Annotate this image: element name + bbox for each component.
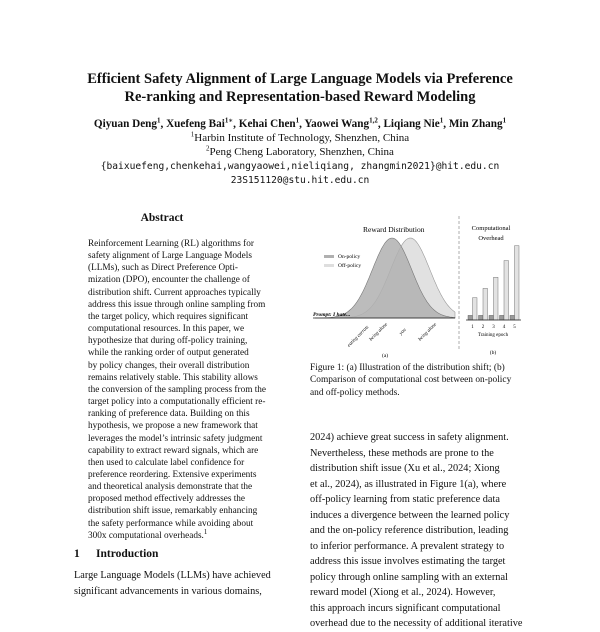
title-line-1: Efficient Safety Alignment of Large Language Models via Preference — [87, 71, 513, 87]
bar-group — [468, 246, 519, 320]
figure-panel-a — [313, 225, 455, 359]
panel-b-title: Computational — [471, 225, 511, 232]
bar-on-policy-epoch-1 — [473, 298, 478, 320]
author-email-2: 23S151120@stu.hit.edu.cn — [230, 175, 370, 186]
author: Kehai Chen$^1$ — [238, 116, 300, 130]
footnote-mark[interactable]: 1 — [203, 527, 208, 536]
panel-b-label: (b) — [489, 350, 497, 356]
x-tick-label: 3 — [492, 325, 495, 330]
response-label: being alone — [368, 322, 390, 343]
author: Qiyuan Deng$^1$ — [93, 116, 161, 130]
bar-off-policy-epoch-5 — [510, 315, 515, 320]
figure-1-caption: Figure 1: (a) Illustration of the distribution shift; (b) Comparison of computational cost between on-policy and off-policy methods. — [310, 363, 512, 398]
section-heading-introduction: 1 Introduction — [74, 548, 159, 560]
legend-swatch-on-policy — [324, 255, 334, 258]
legend-on-policy: On-policy — [338, 254, 361, 260]
prompt-label: Prompt: I hate... — [313, 312, 351, 318]
x-tick-label: 1 — [471, 325, 474, 330]
x-tick-label: 2 — [481, 325, 485, 330]
author: Yaowei Wang$^{1,2}$ — [304, 116, 378, 130]
author-list: Qiyuan Deng$^1$, Xuefeng Bai$^{1∗}$, Kehai Chen$^1$, Yaowei Wang$^{1,2}$, Liqiang Nie$^1$, Min Zhang$^1$ — [93, 116, 507, 130]
x-tick-label: 5 — [513, 325, 516, 330]
panel-b-xlabel: Training epoch — [477, 333, 509, 338]
bar-on-policy-epoch-3 — [494, 277, 499, 320]
figure-1 — [305, 210, 535, 360]
bar-off-policy-epoch-1 — [468, 315, 473, 320]
bar-on-policy-epoch-4 — [504, 261, 509, 320]
bar-off-policy-epoch-3 — [489, 315, 494, 320]
author-emails: {baixuefeng,chenkehai,wangyaowei,nieliqiang, zhangmin2021}@hit.edu.cn — [100, 161, 500, 172]
affiliation-2: $^2$Peng Cheng Laboratory, Shenzhen, China — [206, 144, 394, 158]
panel-a-title: Reward Distribution — [363, 225, 425, 234]
author: Min Zhang$^1$ — [448, 116, 507, 130]
legend-swatch-off-policy — [324, 264, 334, 267]
bar-on-policy-epoch-5 — [515, 246, 520, 320]
x-tick-label: 4 — [502, 325, 506, 330]
bar-off-policy-epoch-2 — [479, 315, 484, 320]
abstract-heading: Abstract — [140, 212, 184, 224]
response-label: you — [398, 327, 408, 337]
introduction-text: Large Language Models (LLMs) have achieved significant advancements in various domains, — [74, 570, 271, 597]
figure-panel-b — [466, 225, 521, 356]
tick-group — [471, 325, 516, 330]
author: Xuefeng Bai$^{1∗}$ — [166, 116, 234, 130]
bar-off-policy-epoch-4 — [500, 315, 505, 320]
response-label: being alone — [417, 322, 439, 343]
author: Liqiang Nie$^1$ — [383, 116, 444, 130]
bar-on-policy-epoch-2 — [483, 288, 488, 320]
panel-a-label: (a) — [382, 353, 389, 359]
legend-off-policy: Off-policy — [338, 263, 362, 269]
affiliation-1: $^1$Harbin Institute of Technology, Shenzhen, China — [190, 130, 410, 144]
response-label: eating carrots — [346, 325, 371, 349]
panel-b-title: Overhead — [478, 235, 504, 242]
paper-title — [0, 70, 600, 106]
abstract-body: Reinforcement Learning (RL) algorithms for safety alignment of Large Language Models (LLMs), such as Direct Preference Opti- mization (DPO), encounter the challenge of distribution shift. Current approaches typically address this issue through online sampling from the target policy, which requires significant computational resources. In this paper, we hypothesize that during off-policy training, while the ranking order of output generated by policy changes, their overall distribution remains relatively stable. This stability allows the conversion of the sampling process from the target policy into a computationally efficient re- ranking of preference data. Building on this hypothesis, we propose a new framework that leverages the model’s intrinsic safety judgment capability to extract reward signals, which are then used to calculate label confidence for preference reordering. Extensive experiments and theoretical analysis demonstrate that the proposed method effectively addresses the distribution shift issue, remarkably enhancing the safety performance while avoiding about 300x computational overheads.$^1$ — [88, 239, 267, 541]
title-line-2: Re-ranking and Representation-based Reward Modeling — [124, 89, 476, 105]
body-text-right: 2024) achieve great success in safety alignment. Nevertheless, these methods are prone to the distribution shift issue (Xu et al., 2024; Xiong et al., 2024), as illustrated in Figure 1(a), where off-policy learning from static preference data induces a divergence between the learned policy and the on-policy reference distribution, leading to inferior performance. A prevalent strategy to address this issue involves estimating the target policy through online sampling with an external reward model (Xiong et al., 2024). However, this approach incurs significant computational overhead due to the necessity of additional iterative — [310, 432, 523, 629]
